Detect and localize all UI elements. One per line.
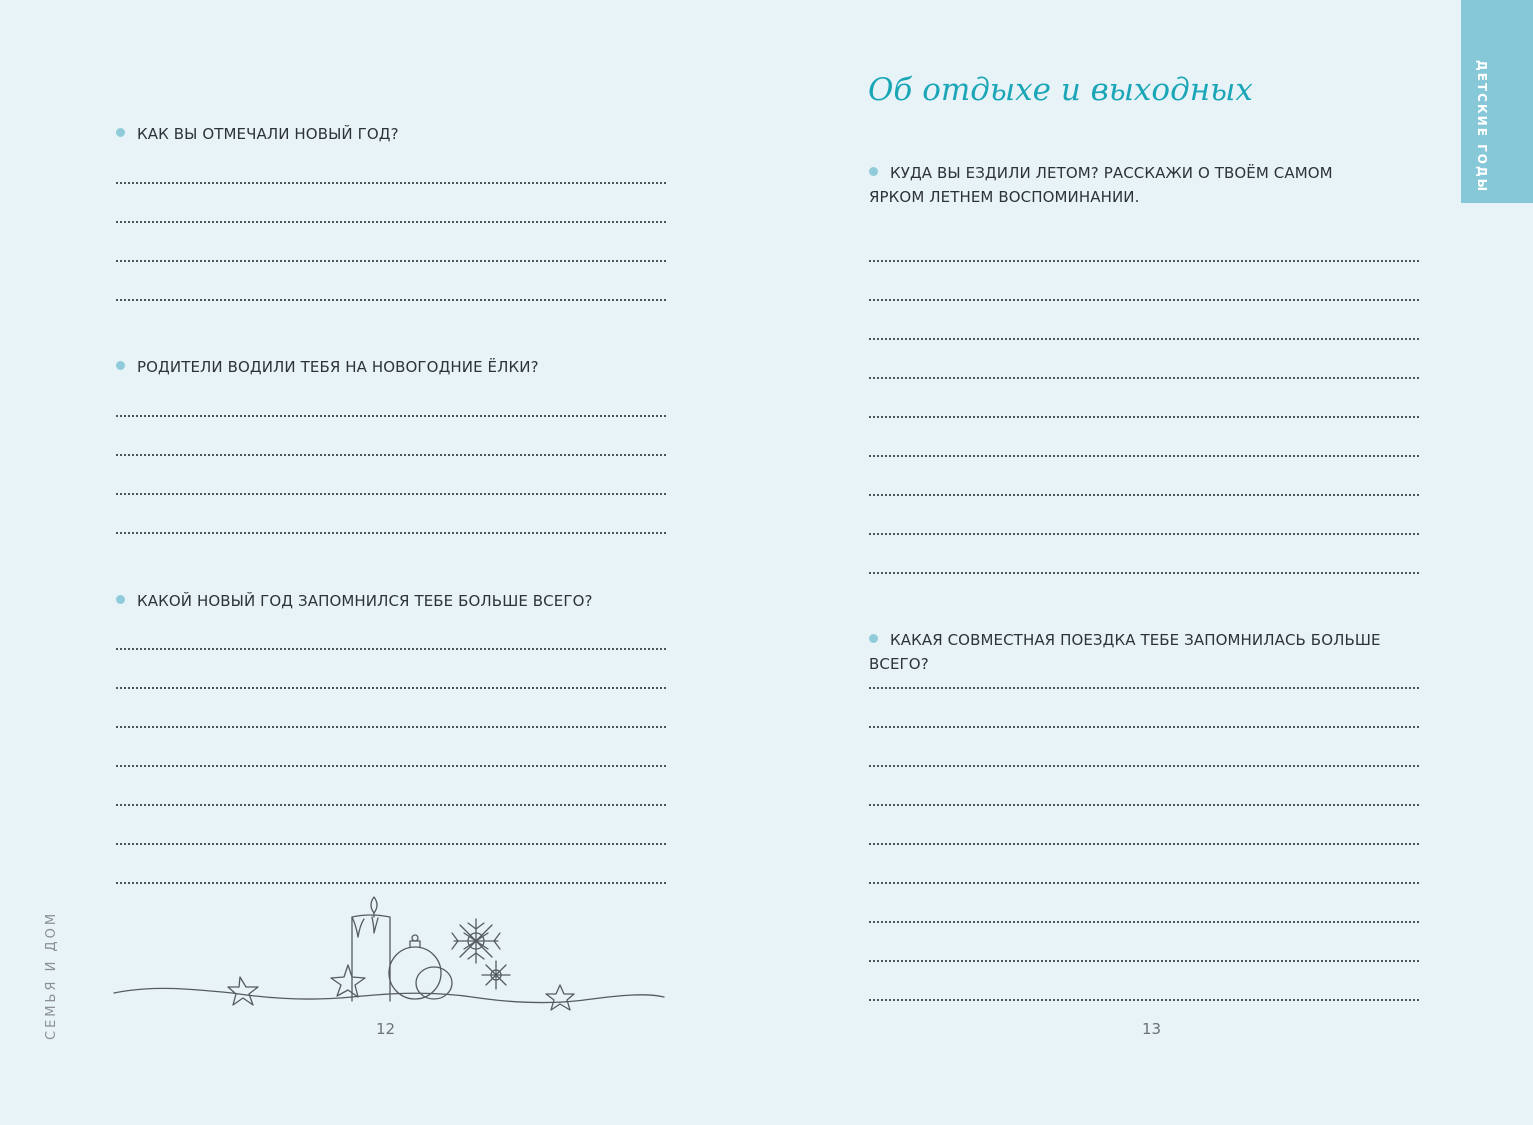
christmas-ball-icon xyxy=(389,935,452,999)
answer-line[interactable] xyxy=(116,262,666,301)
answer-lines[interactable] xyxy=(869,223,1419,574)
answer-line[interactable] xyxy=(869,962,1419,1001)
answer-lines[interactable] xyxy=(116,145,666,301)
answer-line[interactable] xyxy=(116,650,666,689)
answer-lines[interactable] xyxy=(869,650,1419,1001)
section-label-left: СЕМЬЯ И ДОМ xyxy=(44,910,59,1040)
answer-line[interactable] xyxy=(869,496,1419,535)
question-text: КУДА ВЫ ЕЗДИЛИ ЛЕТОМ? РАССКАЖИ О ТВОЁМ САМОМ ЯРКОМ ЛЕТНЕМ ВОСПОМИНАНИИ. xyxy=(869,164,1333,206)
question-text: КАКАЯ СОВМЕСТНАЯ ПОЕЗДКА ТЕБЕ ЗАПОМНИЛАСЬ БОЛЬШЕ ВСЕГО? xyxy=(869,631,1381,673)
chapter-tab xyxy=(1461,0,1533,203)
star-icon xyxy=(331,965,365,997)
page-number-left: 12 xyxy=(376,1020,396,1038)
bullet-dot xyxy=(116,595,125,604)
bullet-dot xyxy=(869,634,878,643)
candle-icon xyxy=(352,897,390,1001)
answer-line[interactable] xyxy=(869,650,1419,689)
star-icon xyxy=(228,977,258,1005)
bullet-dot xyxy=(869,167,878,176)
snowflake-icon xyxy=(452,919,510,989)
answer-line[interactable] xyxy=(869,262,1419,301)
answer-lines[interactable] xyxy=(116,378,666,534)
answer-line[interactable] xyxy=(116,767,666,806)
answer-line[interactable] xyxy=(869,728,1419,767)
answer-line[interactable] xyxy=(869,806,1419,845)
question-new-year-trees xyxy=(116,355,676,379)
bullet-dot xyxy=(116,361,125,370)
answer-line[interactable] xyxy=(869,340,1419,379)
bullet-dot xyxy=(116,128,125,137)
answer-line[interactable] xyxy=(869,689,1419,728)
answer-line[interactable] xyxy=(869,457,1419,496)
answer-line[interactable] xyxy=(116,806,666,845)
answer-line[interactable] xyxy=(116,223,666,262)
question-text: КАКОЙ НОВЫЙ ГОД ЗАПОМНИЛСЯ ТЕБЕ БОЛЬШЕ ВСЕГО? xyxy=(137,592,593,610)
ribbon-line xyxy=(114,988,664,1002)
answer-line[interactable] xyxy=(869,535,1419,574)
answer-line[interactable] xyxy=(869,845,1419,884)
holiday-illustration xyxy=(112,893,672,1013)
answer-line[interactable] xyxy=(869,379,1419,418)
answer-line[interactable] xyxy=(116,689,666,728)
answer-line[interactable] xyxy=(116,145,666,184)
question-text: КАК ВЫ ОТМЕЧАЛИ НОВЫЙ ГОД? xyxy=(137,125,399,143)
star-icon xyxy=(546,985,574,1010)
answer-line[interactable] xyxy=(116,728,666,767)
answer-line[interactable] xyxy=(116,495,666,534)
answer-line[interactable] xyxy=(116,611,666,650)
answer-line[interactable] xyxy=(116,456,666,495)
chapter-tab-label: ДЕТСКИЕ ГОДЫ xyxy=(1475,60,1489,194)
question-summer-trips xyxy=(869,161,1389,209)
answer-line[interactable] xyxy=(869,418,1419,457)
answer-line[interactable] xyxy=(869,223,1419,262)
answer-lines[interactable] xyxy=(116,611,666,884)
answer-line[interactable] xyxy=(116,378,666,417)
answer-line[interactable] xyxy=(116,845,666,884)
answer-line[interactable] xyxy=(869,301,1419,340)
answer-line[interactable] xyxy=(869,767,1419,806)
answer-line[interactable] xyxy=(116,184,666,223)
question-text: РОДИТЕЛИ ВОДИЛИ ТЕБЯ НА НОВОГОДНИЕ ЁЛКИ? xyxy=(137,358,539,376)
answer-line[interactable] xyxy=(869,923,1419,962)
question-memorable-new-year xyxy=(116,589,676,613)
page-title: Об отдыхе и выходных xyxy=(868,72,1253,108)
answer-line[interactable] xyxy=(116,417,666,456)
answer-line[interactable] xyxy=(869,884,1419,923)
question-new-year xyxy=(116,122,676,146)
page-number-right: 13 xyxy=(1142,1020,1162,1038)
